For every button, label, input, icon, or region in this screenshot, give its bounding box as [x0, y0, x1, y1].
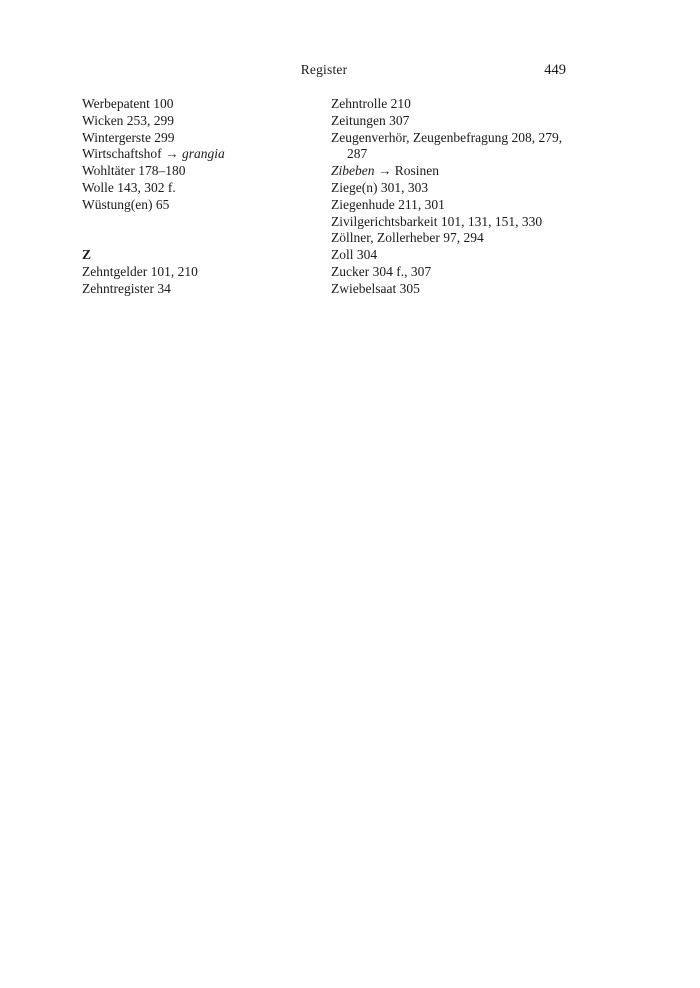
index-entry — [331, 163, 571, 180]
entry-term: Wirtschaftshof → — [82, 146, 182, 162]
index-entry: Zehntregister 34 — [82, 280, 171, 296]
section-spacer — [82, 214, 312, 248]
index-entry: Zeugenverhör, Zeugenbefragung 208, 279, 287 — [331, 129, 563, 162]
index-entry: Wintergerste 299 — [82, 129, 175, 145]
entry-term-italic: Zibeben — [331, 163, 375, 179]
cross-reference-italic: grangia — [181, 146, 225, 162]
index-entry: Zeitungen 307 — [331, 112, 410, 128]
index-entry: Zehntgelder 101, 210 — [82, 263, 198, 279]
index-column-left — [82, 96, 312, 298]
page-header — [82, 62, 566, 82]
index-entry: Zoll 304 — [331, 247, 378, 263]
index-entry: Wicken 253, 299 — [82, 112, 175, 128]
page-number: 449 — [544, 62, 566, 78]
running-head: Register — [300, 62, 348, 77]
index-entry: Wohltäter 178–180 — [82, 163, 186, 179]
index-entry: Zucker 304 f., 307 — [331, 263, 432, 279]
index-entry: Ziege(n) 301, 303 — [331, 179, 429, 195]
index-entry: Zwiebelsaat 305 — [331, 280, 420, 296]
cross-reference: → Rosinen — [374, 163, 440, 179]
index-column-right — [331, 96, 571, 298]
index-entry: Wolle 143, 302 f. — [82, 179, 176, 195]
index-entry: Zehntrolle 210 — [331, 96, 411, 111]
index-entry: Werbepatent 100 — [82, 96, 174, 111]
section-letter-heading: Z — [82, 247, 92, 263]
index-entry: Zöllner, Zollerheber 97, 294 — [331, 230, 484, 246]
index-entry: Ziegenhude 211, 301 — [331, 196, 445, 212]
index-entry: Zivilgerichtsbarkeit 101, 131, 151, 330 — [331, 213, 543, 229]
index-entry — [82, 146, 312, 163]
index-entry: Wüstung(en) 65 — [82, 196, 170, 212]
